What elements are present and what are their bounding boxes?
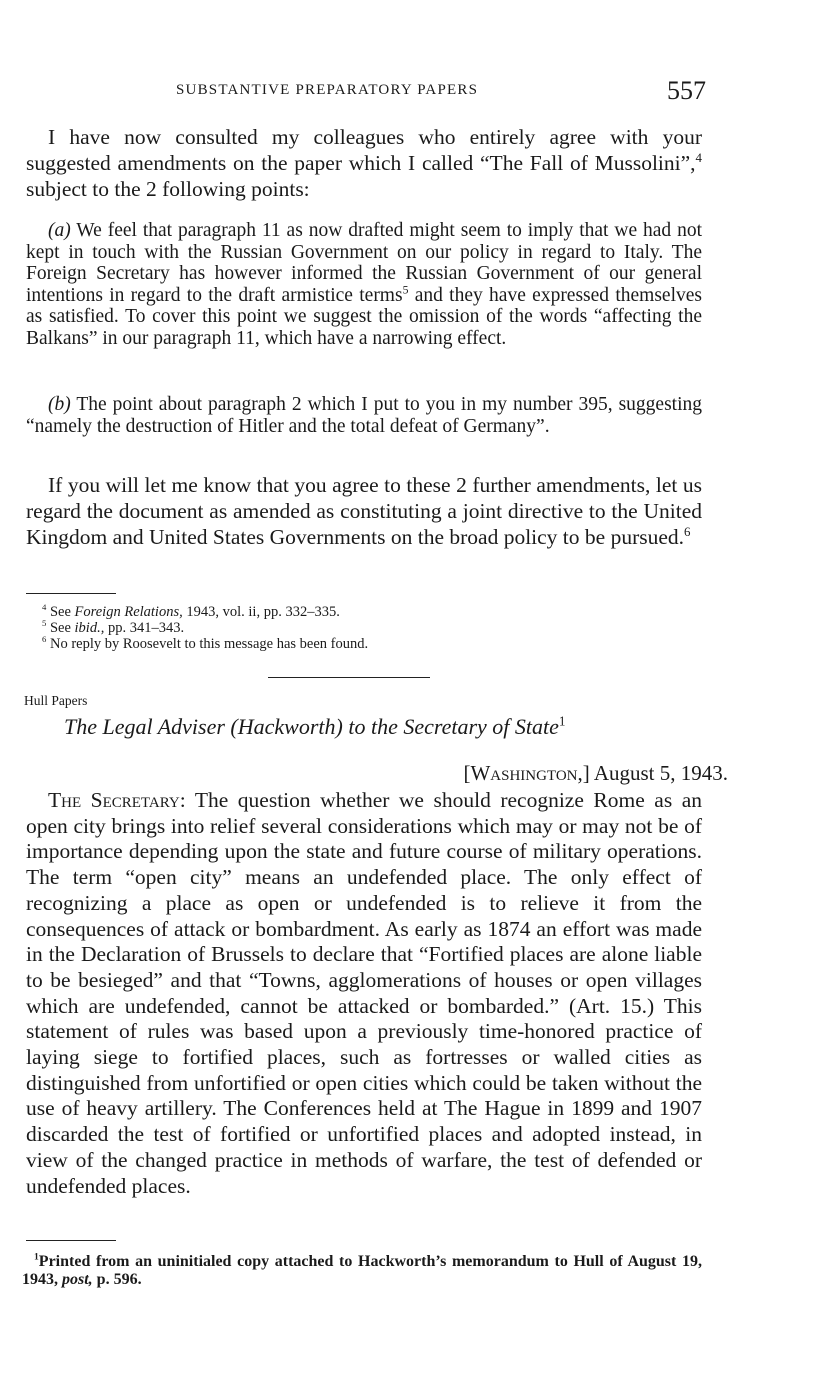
footnote-5 bbox=[26, 620, 702, 636]
footnote-number: 1 bbox=[34, 1251, 39, 1263]
heading-text: ) to the Secretary of State bbox=[335, 714, 559, 739]
paragraph-point-b bbox=[26, 394, 702, 437]
footnote-ref-6[interactable]: 6 bbox=[684, 524, 691, 539]
bottom-footnote-divider bbox=[26, 1240, 116, 1241]
footnote-text: See bbox=[46, 620, 75, 636]
paragraph-text: We feel that paragraph 11 as now drafted might seem to imply that we had not kept in touch with the Russian Government on our policy in regard to Italy. The Foreign Secretary has however informed the Russian Government of our general intentions in regard to the draft armistice terms bbox=[26, 220, 702, 306]
footnote-citation: ibid., bbox=[74, 620, 105, 636]
footnote-citation: Foreign Relations, bbox=[74, 604, 183, 620]
running-header bbox=[176, 76, 706, 110]
footnote-number: 6 bbox=[42, 634, 47, 645]
page-number: 557 bbox=[667, 76, 706, 105]
document-heading bbox=[64, 714, 566, 740]
footnotes-section bbox=[26, 604, 702, 652]
footnote-4 bbox=[26, 604, 702, 620]
paragraph-text: I have now consulted my colleagues who entirely agree with your suggested amendments on the paper which I called “The Fall of Mussolini”, bbox=[26, 125, 702, 175]
heading-text: The Legal Adviser ( bbox=[64, 714, 238, 739]
footnote-ref-1[interactable]: 1 bbox=[558, 713, 566, 729]
point-marker-a: (a) bbox=[48, 220, 71, 241]
memo-body bbox=[26, 788, 702, 1199]
point-marker-b: (b) bbox=[48, 394, 71, 415]
bottom-footnote bbox=[22, 1253, 702, 1289]
memo-salutation: The Secretary: bbox=[48, 788, 186, 812]
footnote-text: pp. 341–343. bbox=[104, 620, 185, 636]
footnote-text: Printed from an uninitialed copy attached to Hackworth’s memorandum to Hull of August 19, 1943, bbox=[22, 1253, 702, 1288]
footnote-number: 4 bbox=[42, 602, 47, 613]
paragraph-point-a bbox=[26, 220, 702, 350]
footnote-number: 5 bbox=[42, 618, 47, 629]
paragraph-text: subject to the 2 following points: bbox=[26, 177, 310, 201]
footnote-text: p. 596. bbox=[92, 1271, 142, 1288]
dateline-place: [Washington,] bbox=[463, 761, 590, 785]
running-title: SUBSTANTIVE PREPARATORY PAPERS bbox=[176, 82, 479, 98]
footnote-text: See bbox=[46, 604, 75, 620]
paragraph-text: and they have expressed themselves as satisfied. To cover this point we suggest the omission of the words “affecting the Balkans” in our paragraph 11, which have a narrowing effect. bbox=[26, 284, 702, 349]
footnote-text: 1943, vol. ii, pp. 332–335. bbox=[182, 604, 340, 620]
paragraph-consulted-colleagues bbox=[26, 124, 702, 202]
footnote-ref-5[interactable]: 5 bbox=[402, 283, 409, 297]
memo-body-text: The question whether we should recognize Rome as an open city brings into relief several considerations which may or may not be of importance depending upon the state and future course of military operations. The term “open city” means an undefended place. The only effect of recognizing a place as open or undefended is to relieve it from the consequences of attack or bombardment. As early as 1874 an effort was made in the Declaration of Brussels to declare that “Fortified places are alone liable to be besieged” and that “Towns, agglomerations of houses or open villages which are undefended, cannot be attacked or bombarded.” (Art. 15.) This statement of rules was based upon a previously time-honored practice of laying siege to fortified places, such as fortresses or walled cities as distinguished from unfortified or open cities which could be taken without the use of heavy artillery. The Conferences held at The Hague in 1899 and 1907 discarded the test of fortified or unfortified places and adopted instead, in view of the changed practice in methods of warfare, the test of defended or undefended places. bbox=[26, 788, 702, 1198]
source-label: Hull Papers bbox=[24, 693, 88, 708]
footnote-ref-4[interactable]: 4 bbox=[695, 150, 702, 165]
footnote-text: No reply by Roosevelt to this message has been found. bbox=[46, 636, 369, 652]
footnote-citation: post, bbox=[62, 1271, 93, 1288]
heading-name: Hackworth bbox=[237, 714, 336, 739]
section-divider bbox=[268, 677, 430, 678]
paragraph-further-amendments bbox=[26, 472, 702, 550]
dateline bbox=[463, 761, 728, 786]
footnote-6 bbox=[26, 636, 702, 652]
footnote-divider bbox=[26, 593, 116, 594]
paragraph-text: If you will let me know that you agree to these 2 further amendments, let us regard the document as amended as constituting a joint directive to the United Kingdom and United States Governments on the broad policy to be pursued. bbox=[26, 473, 702, 549]
paragraph-text: The point about paragraph 2 which I put to you in my number 395, suggesting “namely the destruction of Hitler and the total defeat of Germany”. bbox=[26, 394, 702, 437]
dateline-date: August 5, 1943. bbox=[589, 761, 728, 785]
